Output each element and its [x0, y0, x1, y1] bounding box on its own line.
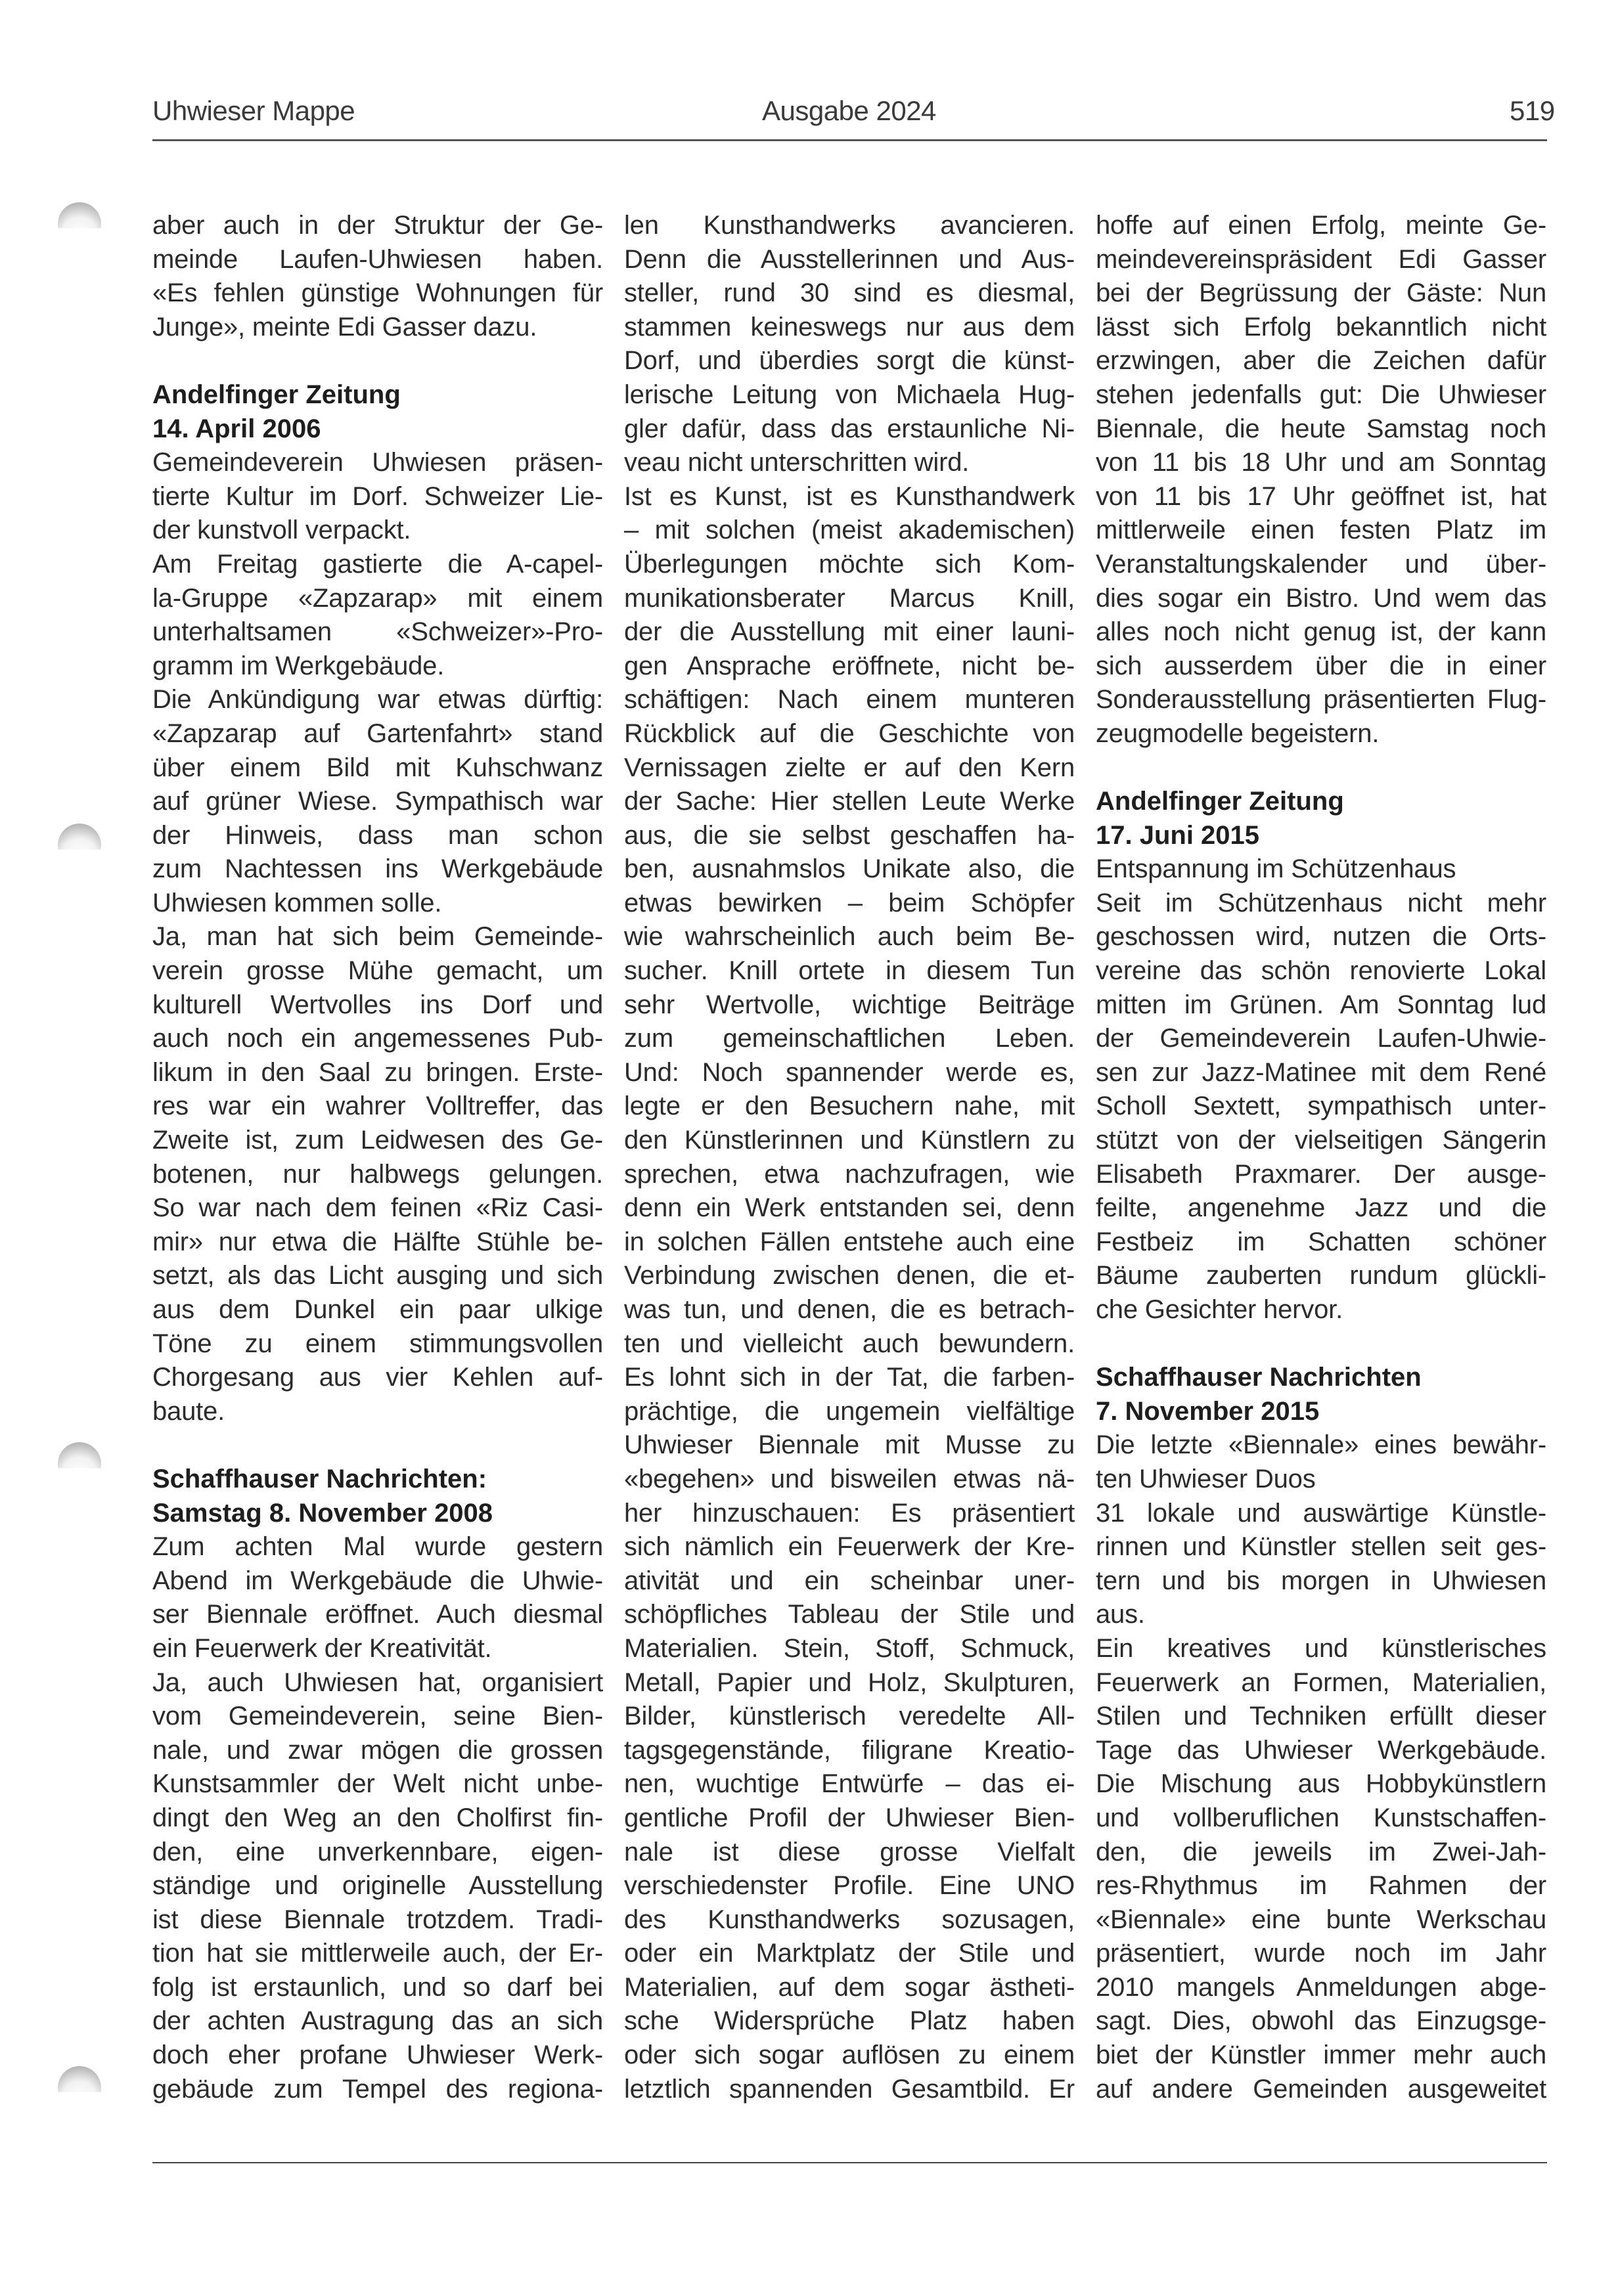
text-column-2 — [624, 209, 1075, 2106]
text-line: der achten Austragung das an sich — [152, 2006, 603, 2036]
text-line: vereine das schön renovierte Lokal — [1096, 956, 1546, 986]
text-line: tion hat sie mittlerweile auch, der Er- — [152, 1939, 603, 1968]
text-line: ist diese Biennale trotzdem. Tradi- — [152, 1905, 603, 1934]
text-line: Chorgesang aus vier Kehlen auf- — [152, 1363, 603, 1392]
source-heading: 17. Juni 2015 — [1096, 820, 1260, 850]
source-heading: Schaffhauser Nachrichten — [1096, 1363, 1422, 1392]
text-line: ben, ausnahmslos Unikate also, die — [624, 854, 1075, 884]
text-line: hoffe auf einen Erfolg, meinte Ge- — [1096, 211, 1546, 240]
text-line: Sonderausstellung präsentierten Flug- — [1096, 685, 1546, 715]
text-line: 2010 mangels Anmeldungen abge- — [1096, 1972, 1546, 2002]
text-line: wie wahrscheinlich auch beim Be- — [624, 922, 1075, 952]
text-line: verschiedenster Profile. Eine UNO — [624, 1871, 1075, 1901]
text-line: sen zur Jazz-Matinee mit dem René — [1096, 1057, 1546, 1087]
source-heading: Andelfinger Zeitung — [1096, 787, 1344, 816]
text-line: rinnen und Künstler stellen seit ges- — [1096, 1532, 1546, 1562]
paragraph-spacer — [152, 1428, 603, 1463]
text-line: Uhwiesen kommen solle. — [152, 888, 442, 917]
text-line: Seit im Schützenhaus nicht mehr — [1096, 888, 1546, 917]
text-line: ten und vielleicht auch bewundern. — [624, 1329, 1075, 1358]
text-line: gentliche Profil der Uhwieser Bien- — [624, 1803, 1075, 1832]
text-line: zum gemeinschaftlichen Leben. — [624, 1024, 1075, 1053]
text-line: des Kunsthandwerks sozusagen, — [624, 1905, 1075, 1934]
paragraph-spacer — [1096, 751, 1546, 785]
text-line: Verbindung zwischen denen, die et- — [624, 1261, 1075, 1291]
text-line: gler dafür, dass das erstaunliche Ni- — [624, 414, 1075, 443]
text-line: ein Feuerwerk der Kreativität. — [152, 1633, 492, 1663]
text-line: res-Rhythmus im Rahmen der — [1096, 1871, 1546, 1901]
text-line: präsentiert, wurde noch im Jahr — [1096, 1939, 1546, 1968]
text-line: den Künstlerinnen und Künstlern zu — [624, 1126, 1075, 1155]
text-line: stammen keineswegs nur aus dem — [624, 312, 1075, 342]
text-line: verein grosse Mühe gemacht, um — [152, 956, 603, 986]
text-line: her hinzuschauen: Es präsentiert — [624, 1498, 1075, 1528]
text-line: feilte, angenehme Jazz und die — [1096, 1193, 1546, 1223]
text-line: Töne zu einem stimmungsvollen — [152, 1329, 603, 1358]
text-line: Überlegungen möchte sich Kom- — [624, 549, 1075, 579]
text-line: bei der Begrüssung der Gäste: Nun — [1096, 278, 1546, 308]
text-line: likum in den Saal zu bringen. Erste- — [152, 1057, 603, 1087]
text-line: zeugmodelle begeistern. — [1096, 718, 1380, 748]
text-line: nale, und zwar mögen die grossen — [152, 1735, 603, 1765]
text-line: Bilder, künstlerisch veredelte All- — [624, 1702, 1075, 1731]
text-line: steller, rund 30 sind es diesmal, — [624, 278, 1075, 308]
text-line: Die Ankündigung war etwas dürftig: — [152, 685, 603, 715]
text-line: gramm im Werkgebäude. — [152, 651, 445, 680]
text-line: Es lohnt sich in der Tat, die farben- — [624, 1363, 1075, 1392]
text-line: stützt von der vielseitigen Sängerin — [1096, 1126, 1546, 1155]
text-line: len Kunsthandwerks avancieren. — [624, 211, 1075, 240]
source-heading: Andelfinger Zeitung — [152, 380, 401, 409]
text-line: Und: Noch spannender werde es, — [624, 1057, 1075, 1087]
text-line: Die Mischung aus Hobbykünstlern — [1096, 1769, 1546, 1799]
paragraph-spacer — [1096, 1327, 1546, 1361]
text-line: Rückblick auf die Geschichte von — [624, 718, 1075, 748]
text-line: sehr Wertvolle, wichtige Beiträge — [624, 990, 1075, 1019]
text-line: gen Ansprache eröffnete, nicht be- — [624, 651, 1075, 680]
text-line: Die letzte «Biennale» eines bewähr- — [1096, 1430, 1546, 1460]
text-line: Scholl Sextett, sympathisch unter- — [1096, 1092, 1546, 1121]
text-line: der Sache: Hier stellen Leute Werke — [624, 787, 1075, 816]
text-line: kulturell Wertvolles ins Dorf und — [152, 990, 603, 1019]
text-line: nale ist diese grosse Vielfalt — [624, 1837, 1075, 1866]
text-line: lerische Leitung von Michaela Hug- — [624, 380, 1075, 409]
text-line: Festbeiz im Schatten schöner — [1096, 1227, 1546, 1256]
text-line: sucher. Knill ortete in diesem Tun — [624, 956, 1075, 986]
text-line: zum Nachtessen ins Werkgebäude — [152, 854, 603, 884]
text-line: aus. — [1096, 1600, 1145, 1629]
text-line: Veranstaltungskalender und über- — [1096, 549, 1546, 579]
text-line: aber auch in der Struktur der Ge- — [152, 211, 603, 240]
text-line: Entspannung im Schützenhaus — [1096, 854, 1456, 884]
text-line: stehen jedenfalls gut: Die Uhwieser — [1096, 380, 1546, 409]
text-line: setzt, als das Licht ausging und sich — [152, 1261, 603, 1291]
text-line: was tun, und denen, die es betrach- — [624, 1295, 1075, 1324]
text-line: gebäude zum Tempel des regiona- — [152, 2074, 603, 2104]
text-line: Stilen und Techniken erfüllt dieser — [1096, 1702, 1546, 1731]
text-line: den, die jeweils im Zwei-Jah- — [1096, 1837, 1546, 1866]
text-line: auf andere Gemeinden ausgeweitet — [1096, 2074, 1546, 2104]
text-line: mitten im Grünen. Am Sonntag lud — [1096, 990, 1546, 1019]
text-line: dingt den Weg an den Cholfirst fin- — [152, 1803, 603, 1832]
text-line: – mit solchen (meist akademischen) — [624, 516, 1075, 545]
text-line: munikationsberater Marcus Knill, — [624, 583, 1075, 613]
text-line: der kunstvoll verpackt. — [152, 516, 411, 545]
text-line: sich ausserdem über die in einer — [1096, 651, 1546, 680]
text-line: geschossen wird, nutzen die Orts- — [1096, 922, 1546, 952]
punch-hole-icon — [58, 202, 101, 246]
source-heading: 14. April 2006 — [152, 414, 321, 443]
text-line: la-Gruppe «Zapzarap» mit einem — [152, 583, 603, 613]
text-line: che Gesichter hervor. — [1096, 1295, 1343, 1324]
text-line: oder ein Marktplatz der Stile und — [624, 1939, 1075, 1968]
text-line: letztlich spannenden Gesamtbild. Er — [624, 2074, 1075, 2104]
text-line: Ja, auch Uhwiesen hat, organisiert — [152, 1667, 603, 1697]
text-line: ser Biennale eröffnet. Auch diesmal — [152, 1600, 603, 1629]
text-line: lässt sich Erfolg bekanntlich nicht — [1096, 312, 1546, 342]
text-line: meinde Laufen-Uhwiesen haben. — [152, 244, 603, 274]
text-line: ten Uhwieser Duos — [1096, 1464, 1316, 1493]
text-line: legte er den Besuchern nahe, mit — [624, 1092, 1075, 1121]
text-line: der Hinweis, dass man schon — [152, 820, 603, 850]
text-line: prächtige, die ungemein vielfältige — [624, 1396, 1075, 1426]
text-line: Tage das Uhwieser Werkgebäude. — [1096, 1735, 1546, 1765]
text-line: über einem Bild mit Kuhschwanz — [152, 753, 603, 782]
text-line: Materialien. Stein, Stoff, Schmuck, — [624, 1633, 1075, 1663]
text-line: den, eine unverkennbare, eigen- — [152, 1837, 603, 1866]
text-line: Feuerwerk an Formen, Materialien, — [1096, 1667, 1546, 1697]
text-line: unterhaltsamen «Schweizer»-Pro- — [152, 617, 603, 647]
text-column-3 — [1096, 209, 1546, 2106]
text-line: erzwingen, aber die Zeichen dafür — [1096, 346, 1546, 376]
text-line: Dorf, und überdies sorgt die künst- — [624, 346, 1075, 376]
text-line: Zum achten Mal wurde gestern — [152, 1532, 603, 1562]
text-line: aus, die sie selbst geschaffen ha- — [624, 820, 1075, 850]
text-line: und vollberuflichen Kunstschaffen- — [1096, 1803, 1546, 1832]
text-line: baute. — [152, 1396, 225, 1426]
text-line: 31 lokale und auswärtige Künstle- — [1096, 1498, 1546, 1528]
source-heading: Schaffhauser Nachrichten: — [152, 1464, 487, 1493]
text-line: Ein kreatives und künstlerisches — [1096, 1633, 1546, 1663]
text-line: Am Freitag gastierte die A-capel- — [152, 549, 603, 579]
source-heading: 7. November 2015 — [1096, 1396, 1320, 1426]
text-line: doch eher profane Uhwieser Werk- — [152, 2041, 603, 2070]
text-line: schöpfliches Tableau der Stile und — [624, 1600, 1075, 1629]
text-line: Ja, man hat sich beim Gemeinde- — [152, 922, 603, 952]
running-header-edition: Ausgabe 2024 — [762, 95, 936, 126]
text-line: Ist es Kunst, ist es Kunsthandwerk — [624, 481, 1075, 511]
footer-rule — [152, 2162, 1547, 2163]
text-line: Uhwieser Biennale mit Musse zu — [624, 1430, 1075, 1460]
punch-hole-icon — [58, 1442, 101, 1486]
text-line: etwas bewirken – beim Schöpfer — [624, 888, 1075, 917]
text-line: Biennale, die heute Samstag noch — [1096, 414, 1546, 443]
text-line: oder sich sogar auflösen zu einem — [624, 2041, 1075, 2070]
text-line: Elisabeth Praxmarer. Der ausge- — [1096, 1159, 1546, 1189]
punch-hole-icon — [58, 824, 101, 867]
text-line: von 11 bis 17 Uhr geöffnet ist, hat — [1096, 481, 1546, 511]
text-column-1 — [152, 209, 603, 2106]
text-line: dies sogar ein Bistro. Und wem das — [1096, 583, 1546, 613]
text-line: sprechen, etwa nachzufragen, wie — [624, 1159, 1075, 1189]
text-line: ativität und ein scheinbar uner- — [624, 1566, 1075, 1595]
punch-hole-icon — [58, 2066, 101, 2109]
text-line: folg ist erstaunlich, und so darf bei — [152, 1972, 603, 2002]
text-line: botenen, nur halbwegs gelungen. — [152, 1159, 603, 1189]
text-line: vom Gemeindeverein, seine Bien- — [152, 1702, 603, 1731]
page-number: 519 — [1510, 95, 1555, 126]
text-line: schäftigen: Nach einem munteren — [624, 685, 1075, 715]
text-line: veau nicht unterschritten wird. — [624, 448, 970, 477]
text-line: biet der Künstler immer mehr auch — [1096, 2041, 1546, 2070]
source-heading: Samstag 8. November 2008 — [152, 1498, 493, 1528]
text-line: Materialien, auf dem sogar ästheti- — [624, 1972, 1075, 2002]
text-line: in solchen Fällen entstehe auch eine — [624, 1227, 1075, 1256]
paragraph-spacer — [152, 344, 603, 378]
text-line: der die Ausstellung mit einer launi- — [624, 617, 1075, 647]
text-line: alles noch nicht genug ist, der kann — [1096, 617, 1546, 647]
text-line: nen, wuchtige Entwürfe – das ei- — [624, 1769, 1075, 1799]
text-line: Junge», meinte Edi Gasser dazu. — [152, 312, 537, 342]
text-line: Denn die Ausstellerinnen und Aus- — [624, 244, 1075, 274]
text-line: von 11 bis 18 Uhr und am Sonntag — [1096, 448, 1546, 477]
text-line: sche Widersprüche Platz haben — [624, 2006, 1075, 2036]
text-line: Gemeindeverein Uhwiesen präsen- — [152, 448, 603, 477]
text-line: Kunstsammler der Welt nicht unbe- — [152, 1769, 603, 1799]
text-line: res war ein wahrer Volltreffer, das — [152, 1092, 603, 1121]
text-line: denn ein Werk entstanden sei, denn — [624, 1193, 1075, 1223]
text-line: tierte Kultur im Dorf. Schweizer Lie- — [152, 481, 603, 511]
header-rule — [152, 139, 1547, 141]
text-line: Metall, Papier und Holz, Skulpturen, — [624, 1667, 1075, 1697]
text-line: sich nämlich ein Feuerwerk der Kre- — [624, 1532, 1075, 1562]
text-line: So war nach dem feinen «Riz Casi- — [152, 1193, 603, 1223]
text-line: der Gemeindeverein Laufen-Uhwie- — [1096, 1024, 1546, 1053]
text-line: Abend im Werkgebäude die Uhwie- — [152, 1566, 603, 1595]
text-line: ständige und originelle Ausstellung — [152, 1871, 603, 1901]
text-line: aus dem Dunkel ein paar ulkige — [152, 1295, 603, 1324]
text-line: auf grüner Wiese. Sympathisch war — [152, 787, 603, 816]
text-line: tern und bis morgen in Uhwiesen — [1096, 1566, 1546, 1595]
text-line: Vernissagen zielte er auf den Kern — [624, 753, 1075, 782]
text-line: auch noch ein angemessenes Pub- — [152, 1024, 603, 1053]
text-line: mittlerweile einen festen Platz im — [1096, 516, 1546, 545]
running-header-title: Uhwieser Mappe — [152, 95, 355, 126]
text-line: sagt. Dies, obwohl das Einzugsge- — [1096, 2006, 1546, 2036]
text-line: «Biennale» eine bunte Werkschau — [1096, 1905, 1546, 1934]
text-line: meindevereinspräsident Edi Gasser — [1096, 244, 1546, 274]
text-line: mir» nur etwa die Hälfte Stühle be- — [152, 1227, 603, 1256]
text-line: Bäume zauberten rundum glückli- — [1096, 1261, 1546, 1291]
text-line: «begehen» und bisweilen etwas nä- — [624, 1464, 1075, 1493]
text-line: Zweite ist, zum Leidwesen des Ge- — [152, 1126, 603, 1155]
text-line: tagsgegenstände, filigrane Kreatio- — [624, 1735, 1075, 1765]
text-line: «Zapzarap auf Gartenfahrt» stand — [152, 718, 603, 748]
text-line: «Es fehlen günstige Wohnungen für — [152, 278, 603, 308]
